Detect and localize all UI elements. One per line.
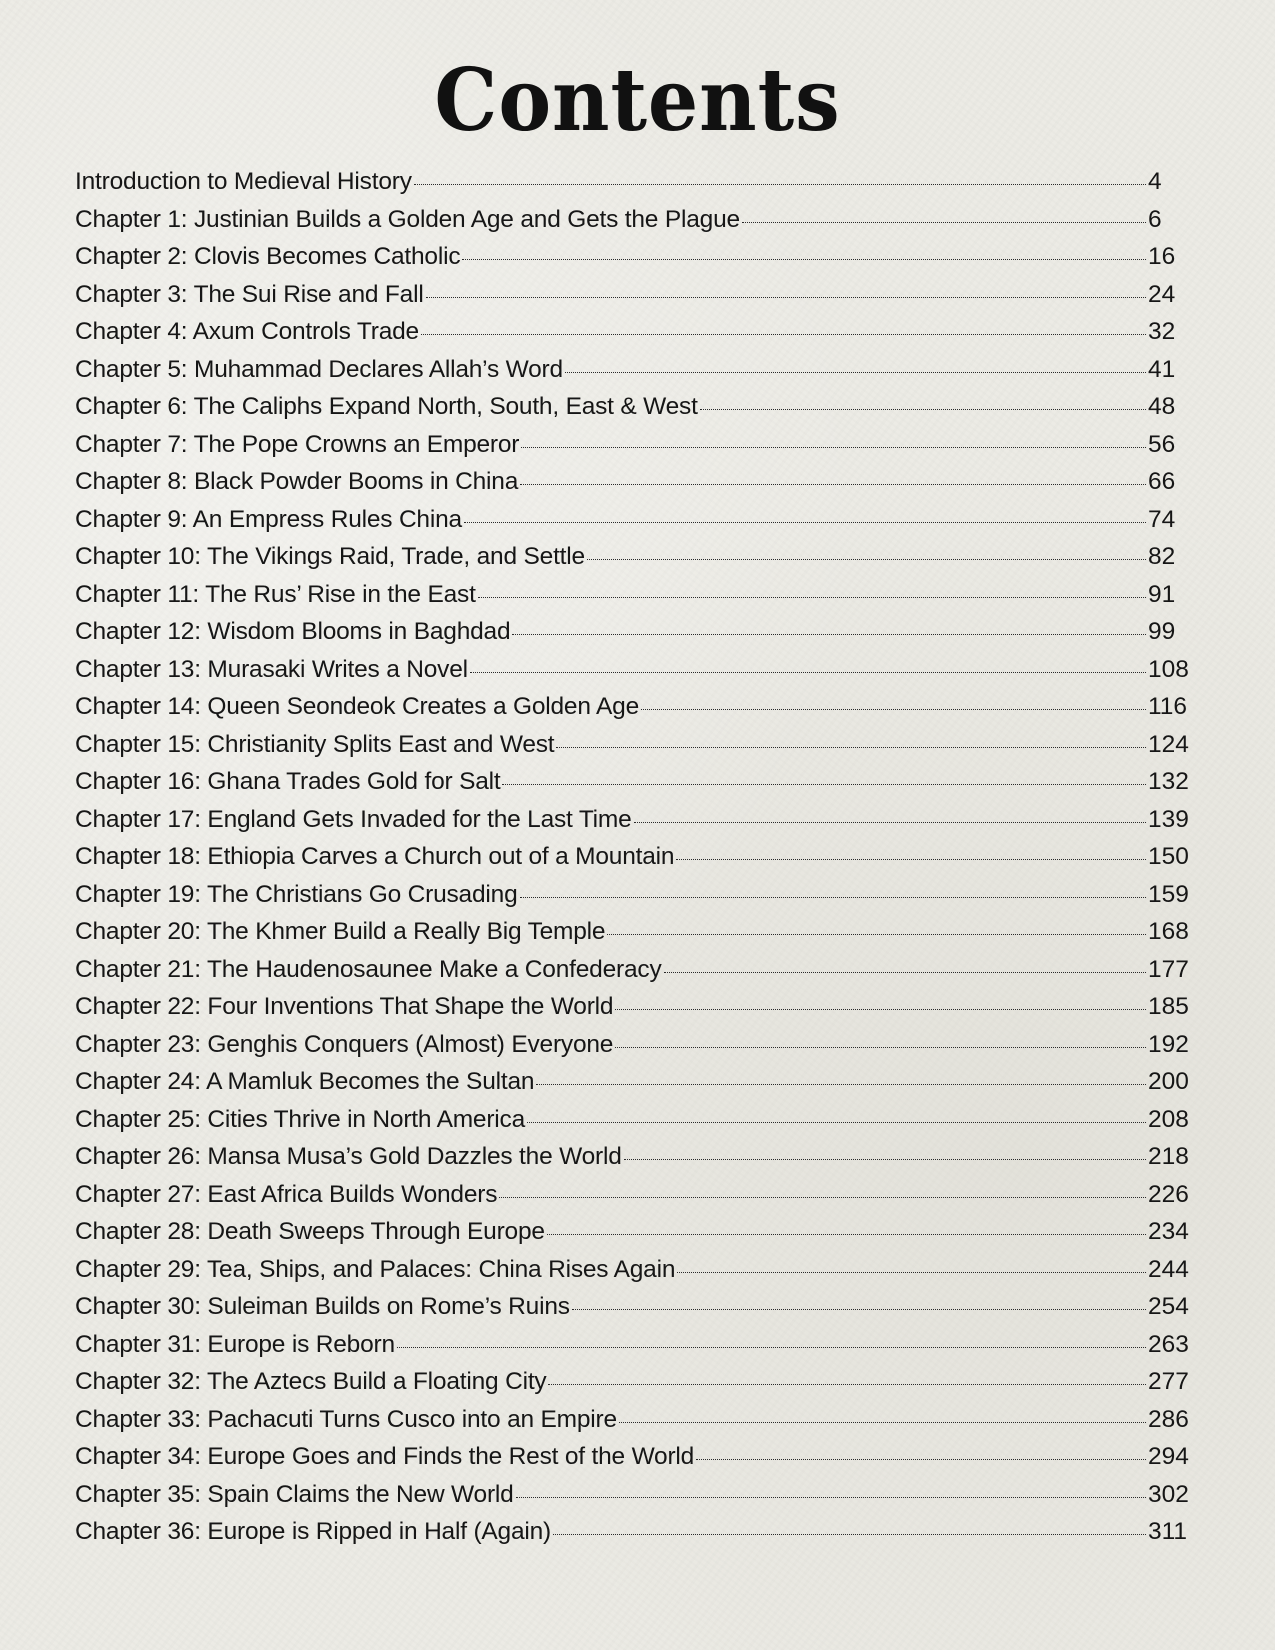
dot-leader — [587, 558, 1146, 560]
toc-entry — [75, 951, 1194, 989]
toc-entry-title: Chapter 34: Europe Goes and Finds the Rest of the World — [75, 1443, 695, 1470]
dot-leader — [464, 521, 1146, 523]
toc-entry — [75, 688, 1194, 726]
toc-entry-title: Chapter 25: Cities Thrive in North America — [75, 1105, 526, 1133]
dot-leader — [426, 296, 1146, 298]
dot-leader — [512, 633, 1146, 635]
toc-entry — [75, 1213, 1194, 1251]
toc-entry-page-number: 91 — [1148, 580, 1176, 608]
dot-leader — [624, 1158, 1146, 1160]
toc-entry-title: Chapter 22: Four Inventions That Shape the World — [75, 993, 614, 1020]
dot-leader — [696, 1458, 1146, 1460]
dot-leader — [634, 821, 1146, 823]
toc-entry-page-number: 132 — [1148, 768, 1189, 795]
toc-entry-title: Chapter 36: Europe is Ripped in Half (Again) — [75, 1518, 552, 1545]
dot-leader — [499, 1196, 1146, 1198]
toc-entry-page-number: 108 — [1148, 655, 1189, 683]
toc-entry-page-number: 263 — [1148, 1330, 1189, 1358]
toc-entry-page-number: 159 — [1148, 880, 1189, 908]
toc-entry-page-number: 244 — [1148, 1255, 1189, 1283]
toc-entry-page-number: 234 — [1148, 1218, 1189, 1245]
dot-leader — [548, 1383, 1146, 1385]
toc-entry-page-number: 116 — [1148, 693, 1188, 720]
toc-entry-page-number: 124 — [1148, 730, 1189, 758]
toc-entry-page-number: 16 — [1148, 243, 1176, 270]
toc-entry-title: Chapter 17: England Gets Invaded for the Last Time — [75, 805, 632, 833]
dot-leader — [421, 333, 1146, 335]
toc-entry — [75, 1251, 1194, 1289]
toc-entry — [75, 763, 1194, 801]
toc-entry-title: Chapter 12: Wisdom Blooms in Baghdad — [75, 618, 511, 645]
toc-entry — [75, 1438, 1194, 1476]
dot-leader — [520, 896, 1146, 898]
toc-entry — [75, 913, 1194, 951]
toc-entry-title: Chapter 13: Murasaki Writes a Novel — [75, 655, 468, 683]
toc-entry-title: Chapter 32: The Aztecs Build a Floating City — [75, 1368, 547, 1395]
toc-entry-title: Chapter 15: Christianity Splits East and West — [75, 730, 555, 758]
dot-leader — [619, 1421, 1146, 1423]
dot-leader — [556, 746, 1146, 748]
toc-entry-title: Chapter 35: Spain Claims the New World — [75, 1480, 514, 1508]
toc-entry-page-number: 99 — [1148, 618, 1176, 645]
toc-entry-title: Chapter 14: Queen Seondeok Creates a Golden Age — [75, 693, 640, 720]
toc-entry — [75, 463, 1194, 501]
toc-entry-title: Chapter 6: The Caliphs Expand North, South, East & West — [75, 393, 698, 420]
dot-leader — [414, 183, 1146, 185]
dot-leader — [521, 446, 1146, 448]
dot-leader — [520, 483, 1146, 485]
toc-entry — [75, 1401, 1194, 1439]
dot-leader — [470, 671, 1146, 673]
toc-entry-page-number: 192 — [1148, 1030, 1189, 1058]
dot-leader — [572, 1308, 1146, 1310]
toc-entry-page-number: 6 — [1148, 205, 1162, 233]
toc-entry-title: Chapter 24: A Mamluk Becomes the Sultan — [75, 1068, 535, 1095]
dot-leader — [478, 596, 1146, 598]
toc-entry-page-number: 294 — [1148, 1443, 1189, 1470]
dot-leader — [462, 258, 1146, 260]
toc-entry-title: Chapter 19: The Christians Go Crusading — [75, 880, 518, 908]
toc-entry-title: Chapter 31: Europe is Reborn — [75, 1330, 395, 1358]
toc-entry — [75, 201, 1194, 239]
toc-entry-title: Chapter 3: The Sui Rise and Fall — [75, 280, 424, 308]
toc-entry — [75, 313, 1194, 351]
toc-entry — [75, 576, 1194, 614]
toc-entry — [75, 1288, 1194, 1326]
toc-entry-title: Chapter 10: The Vikings Raid, Trade, and Settle — [75, 543, 585, 570]
toc-entry-page-number: 82 — [1148, 543, 1176, 570]
toc-entry — [75, 1026, 1194, 1064]
toc-entry-page-number: 74 — [1148, 505, 1176, 533]
toc-entry-title: Chapter 33: Pachacuti Turns Cusco into an Empire — [75, 1405, 617, 1433]
toc-entry-page-number: 185 — [1148, 993, 1189, 1020]
dot-leader — [615, 1046, 1146, 1048]
toc-entry — [75, 726, 1194, 764]
dot-leader — [516, 1496, 1146, 1498]
toc-entry-title: Chapter 8: Black Powder Booms in China — [75, 468, 519, 495]
toc-entry-page-number: 218 — [1148, 1143, 1189, 1170]
toc-entry-title: Chapter 29: Tea, Ships, and Palaces: China Rises Again — [75, 1255, 676, 1283]
toc-entry-page-number: 48 — [1148, 393, 1176, 420]
dot-leader — [397, 1346, 1146, 1348]
toc-entry — [75, 351, 1194, 389]
toc-entry — [75, 876, 1194, 914]
dot-leader — [664, 971, 1146, 973]
toc-entry-page-number: 302 — [1148, 1480, 1189, 1508]
toc-entry — [75, 276, 1194, 314]
dot-leader — [547, 1233, 1146, 1235]
toc-entry-page-number: 139 — [1148, 805, 1189, 833]
toc-entry-title: Chapter 4: Axum Controls Trade — [75, 318, 419, 345]
toc-entry-title: Chapter 7: The Pope Crowns an Emperor — [75, 430, 520, 458]
dot-leader — [742, 221, 1146, 223]
toc-entry — [75, 988, 1194, 1026]
toc-entry-page-number: 168 — [1148, 918, 1189, 945]
toc-entry-title: Chapter 11: The Rus’ Rise in the East — [75, 580, 476, 608]
toc-entry-title: Introduction to Medieval History — [75, 168, 412, 195]
toc-entry — [75, 538, 1194, 576]
toc-entry-page-number: 41 — [1148, 355, 1176, 383]
toc-entry — [75, 1138, 1194, 1176]
toc-entry-title: Chapter 23: Genghis Conquers (Almost) Everyone — [75, 1030, 614, 1058]
dot-leader — [677, 1271, 1146, 1273]
toc-entry — [75, 1326, 1194, 1364]
toc-entry — [75, 163, 1194, 201]
toc-entry — [75, 426, 1194, 464]
toc-entry-title: Chapter 18: Ethiopia Carves a Church out of a Mountain — [75, 843, 675, 870]
toc-entry-page-number: 150 — [1148, 843, 1189, 870]
toc-entry — [75, 1363, 1194, 1401]
table-of-contents — [75, 163, 1194, 1551]
toc-entry-page-number: 208 — [1148, 1105, 1189, 1133]
toc-entry — [75, 651, 1194, 689]
toc-entry-title: Chapter 20: The Khmer Build a Really Big Temple — [75, 918, 606, 945]
toc-entry-page-number: 277 — [1148, 1368, 1189, 1395]
toc-entry-page-number: 56 — [1148, 430, 1176, 458]
page-title: Contents — [434, 50, 841, 151]
toc-entry-title: Chapter 28: Death Sweeps Through Europe — [75, 1218, 545, 1245]
toc-entry-title: Chapter 1: Justinian Builds a Golden Age and Gets the Plague — [75, 205, 740, 233]
dot-leader — [553, 1533, 1146, 1535]
toc-entry — [75, 501, 1194, 539]
toc-entry — [75, 801, 1194, 839]
dot-leader — [565, 371, 1146, 373]
toc-entry — [75, 388, 1194, 426]
toc-entry-page-number: 177 — [1148, 955, 1189, 983]
toc-entry-page-number: 24 — [1148, 280, 1176, 308]
toc-entry-title: Chapter 16: Ghana Trades Gold for Salt — [75, 768, 501, 795]
toc-entry-title: Chapter 9: An Empress Rules China — [75, 505, 462, 533]
toc-entry-title: Chapter 5: Muhammad Declares Allah’s Word — [75, 355, 563, 383]
dot-leader — [527, 1121, 1146, 1123]
toc-entry-page-number: 32 — [1148, 318, 1176, 345]
dot-leader — [607, 933, 1146, 935]
toc-entry-page-number: 286 — [1148, 1405, 1189, 1433]
toc-entry-page-number: 200 — [1148, 1068, 1189, 1095]
toc-entry-page-number: 66 — [1148, 468, 1176, 495]
dot-leader — [641, 708, 1146, 710]
dot-leader — [700, 408, 1146, 410]
toc-entry — [75, 238, 1194, 276]
toc-entry-title: Chapter 27: East Africa Builds Wonders — [75, 1180, 498, 1208]
toc-entry-page-number: 311 — [1148, 1518, 1188, 1545]
toc-entry-page-number: 4 — [1148, 168, 1162, 195]
toc-entry — [75, 1176, 1194, 1214]
toc-entry-page-number: 226 — [1148, 1180, 1189, 1208]
toc-entry — [75, 1513, 1194, 1551]
toc-entry — [75, 838, 1194, 876]
toc-entry — [75, 1476, 1194, 1514]
dot-leader — [536, 1083, 1146, 1085]
toc-entry-title: Chapter 26: Mansa Musa’s Gold Dazzles the World — [75, 1143, 622, 1170]
dot-leader — [676, 858, 1146, 860]
toc-entry — [75, 1063, 1194, 1101]
toc-entry — [75, 613, 1194, 651]
toc-entry-page-number: 254 — [1148, 1293, 1189, 1320]
toc-entry-title: Chapter 2: Clovis Becomes Catholic — [75, 243, 461, 270]
toc-entry — [75, 1101, 1194, 1139]
dot-leader — [502, 783, 1146, 785]
dot-leader — [615, 1008, 1146, 1010]
toc-entry-title: Chapter 21: The Haudenosaunee Make a Confederacy — [75, 955, 662, 983]
toc-entry-title: Chapter 30: Suleiman Builds on Rome’s Ruins — [75, 1293, 570, 1320]
